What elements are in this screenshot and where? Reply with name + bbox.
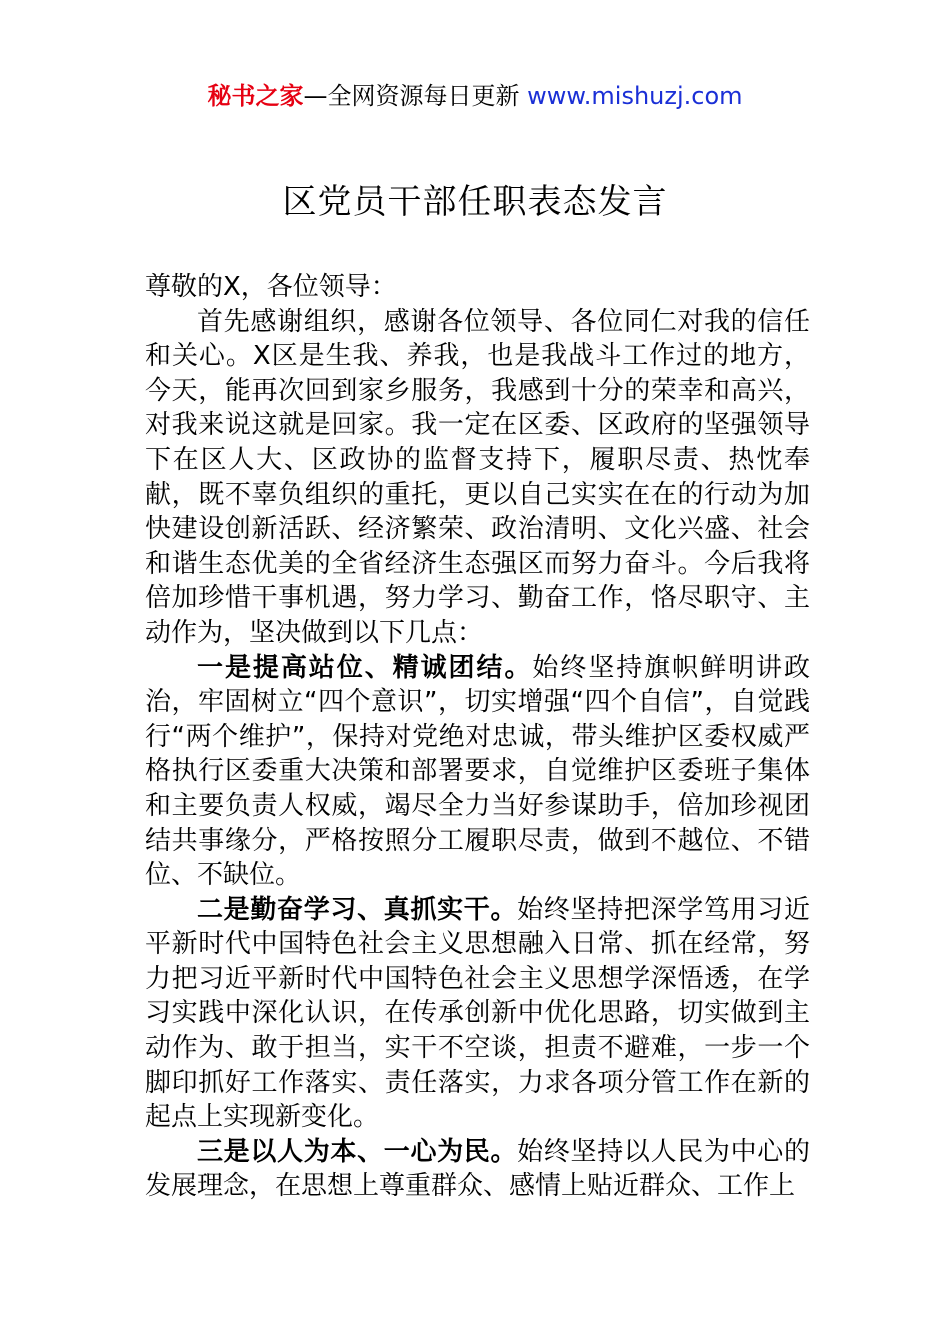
salutation: 尊敬的X，各位领导：	[145, 272, 397, 302]
site-header	[0, 80, 950, 112]
paragraph-intro	[145, 305, 810, 651]
paragraph-point-2	[145, 893, 810, 1135]
paragraph-lead: 三是以人为本、一心为民。	[197, 1136, 518, 1167]
header-tagline: —全网资源每日更新	[303, 82, 528, 110]
paragraph-point-3	[145, 1135, 810, 1204]
document-title: 区党员干部任职表态发言	[282, 182, 668, 222]
paragraph-lead: 一是提高站位、精诚团结。	[197, 652, 533, 683]
paragraph-text: 首先感谢组织，感谢各位领导、各位同仁对我的信任和关心。X区是生我、养我，也是我战斗工作过的地方，今天，能再次回到家乡服务，我感到十分的荣幸和高兴，对我来说这就是回家。我一定在区委、区政府的坚强领导下在区人大、区政协的监督支持下，履职尽责、热忱奉献，既不辜负组织的重托，更以自己实实在在的行动为加快建设创新活跃、经济繁荣、政治清明、文化兴盛、社会和谐生态优美的全省经济生态强区而努力奋斗。今后我将倍加珍惜干事机遇，努力学习、勤奋工作，恪尽职守、主动作为，坚决做到以下几点：	[145, 306, 810, 648]
paragraph-point-1	[145, 651, 810, 893]
paragraph-lead: 二是勤奋学习、真抓实干。	[197, 894, 518, 925]
paragraph-text: 始终坚持旗帜鲜明讲政治，牢固树立“四个意识”，切实增强“四个自信”，自觉践行“两个维护”，保持对党绝对忠诚，带头维护区委权威严格执行区委重大决策和部署要求，自觉维护区委班子集体和主要负责人权威，竭尽全力当好参谋助手，倍加珍视团结共事缘分，严格按照分工履职尽责，做到不越位、不错位、不缺位。	[145, 652, 810, 891]
paragraph-text: 始终坚持把深学笃用习近平新时代中国特色社会主义思想融入日常、抓在经常，努力把习近平新时代中国特色社会主义思想学深悟透，在学习实践中深化认识，在传承创新中优化思路，切实做到主动作为、敢于担当，实干不空谈，担责不避难，一步一个脚印抓好工作落实、责任落实，力求各项分管工作在新的起点上实现新变化。	[145, 894, 810, 1133]
site-url-link[interactable]: www.mishuzj.com	[527, 82, 743, 110]
document-body	[145, 270, 810, 1204]
paragraph-text: 始终坚持以人民为中心的发展理念，在思想上尊重群众、感情上贴近群众、工作上	[145, 1136, 810, 1202]
brand-name: 秘书之家	[207, 82, 304, 110]
